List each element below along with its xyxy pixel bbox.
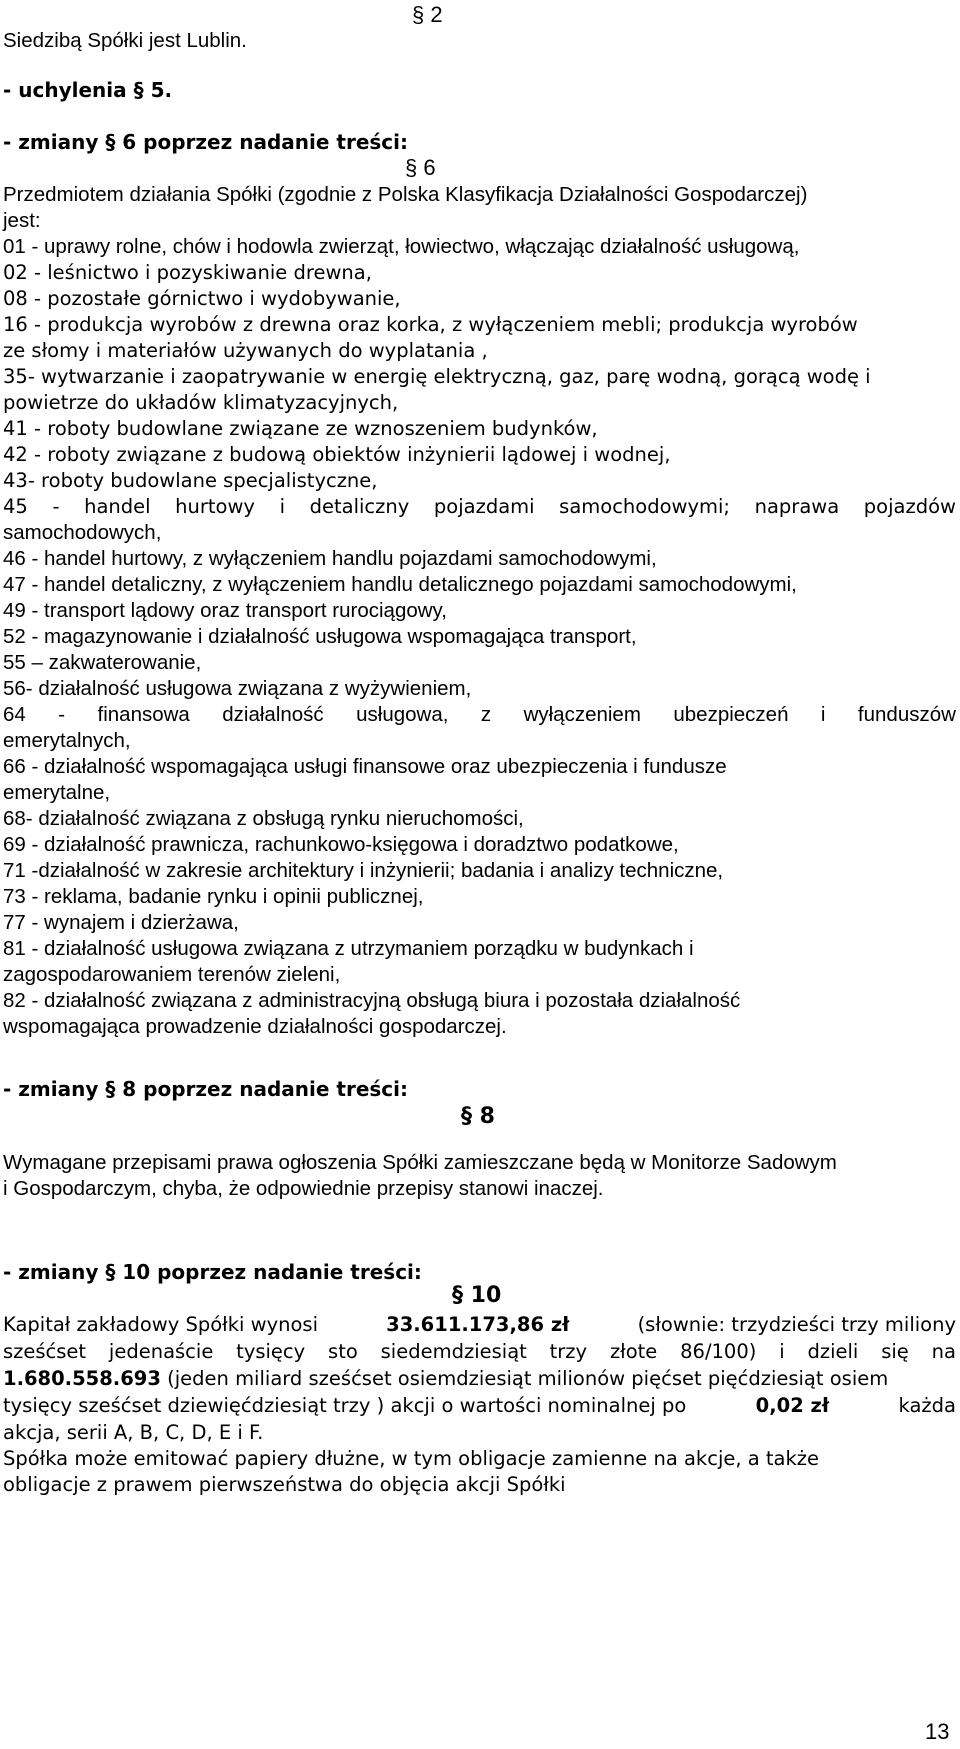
activity-item: 81 - działalność usługowa związana z utrzymaniem porządku w budynkach i	[3, 937, 694, 960]
activity-item: samochodowych,	[3, 521, 162, 544]
nominal-text: tysięcy sześćset dziewięćdziesiąt trzy ) akcji o wartości nominalnej po	[3, 1394, 687, 1417]
activity-item-justified	[3, 702, 956, 728]
seat-line: Siedzibą Spółki jest Lublin.	[3, 29, 247, 52]
section-8-change-line: - zmiany § 8 poprzez nadanie treści:	[3, 1077, 408, 1101]
activity-item: 55 – zakwaterowanie,	[3, 651, 202, 674]
capital-amount: 33.611.173,86 zł	[386, 1313, 570, 1336]
word: się	[881, 1340, 909, 1363]
word: tysięcy	[236, 1340, 306, 1363]
word: pojazdami	[433, 495, 535, 518]
section-6-change-line: - zmiany § 6 poprzez nadanie treści:	[3, 130, 408, 154]
activity-item: ze słomy i materiałów używanych do wyplatania ,	[3, 339, 488, 362]
activity-item: 73 - reklama, badanie rynku i opinii publicznej,	[3, 885, 424, 908]
activity-item: 68- działalność związana z obsługą rynku nieruchomości,	[3, 807, 524, 830]
word: pojazdów	[863, 495, 956, 518]
activity-item: 02 - leśnictwo i pozyskiwanie drewna,	[3, 261, 372, 284]
word: 45	[3, 495, 28, 518]
shares-count-line	[3, 1366, 888, 1392]
word: z	[480, 703, 492, 726]
word: i	[779, 1340, 785, 1363]
activity-item: 69 - działalność prawnicza, rachunkowo-księgowa i doradztwo podatkowe,	[3, 833, 679, 856]
activity-item: 71 -działalność w zakresie architektury i inżynierii; badania i analizy techniczne,	[3, 859, 724, 882]
nominal-line	[3, 1393, 956, 1419]
activity-item: 66 - działalność wspomagająca usługi finansowe oraz ubezpieczenia i fundusze	[3, 755, 727, 778]
section-10-heading: § 10	[452, 1283, 502, 1308]
section-6-intro: Przedmiotem działania Spółki (zgodnie z Polska Klasyfikacja Działalności Gospodarczej)	[3, 183, 808, 206]
activity-item: 08 - pozostałe górnictwo i wydobywanie,	[3, 287, 401, 310]
word: samochodowymi;	[559, 495, 730, 518]
word: wyłączeniem	[523, 703, 641, 726]
section-8-text-line: Wymagane przepisami prawa ogłoszenia Spółki zamieszczane będą w Monitorze Sadowym	[3, 1151, 837, 1174]
activity-item: 82 - działalność związana z administracyjną obsługą biura i pozostała działalność	[3, 989, 741, 1012]
activity-item: 43- roboty budowlane specjalistyczne,	[3, 469, 378, 492]
word: i	[279, 495, 286, 518]
activity-item: powietrze do układów klimatyzacyjnych,	[3, 391, 399, 414]
paragraph-2-heading: § 2	[412, 2, 443, 27]
activity-item: 42 - roboty związane z budową obiektów inżynierii lądowej i wodnej,	[3, 443, 671, 466]
word: sześćset	[3, 1340, 87, 1363]
word: jedenaście	[108, 1340, 214, 1363]
activity-item: zagospodarowaniem terenów zieleni,	[3, 963, 341, 986]
capital-line	[3, 1312, 956, 1338]
word: -	[58, 703, 66, 726]
capital-text: Kapitał zakładowy Spółki wynosi	[3, 1313, 318, 1336]
shares-count: 1.680.558.693	[3, 1367, 161, 1390]
activity-item: 41 - roboty budowlane związane ze wznoszeniem budynków,	[3, 417, 598, 440]
activity-item: 77 - wynajem i dzierżawa,	[3, 911, 239, 934]
word: funduszów	[857, 703, 956, 726]
word: naprawa	[754, 495, 840, 518]
activity-item: 46 - handel hurtowy, z wyłączeniem handlu pojazdami samochodowymi,	[3, 547, 657, 570]
activity-item: emerytalne,	[3, 781, 111, 804]
activity-item-justified	[3, 494, 956, 520]
activity-item: 52 - magazynowanie i działalność usługowa wspomagająca transport,	[3, 625, 637, 648]
word: -	[52, 495, 60, 518]
nominal-each: każda	[898, 1394, 956, 1417]
section-6-heading: § 6	[405, 155, 436, 180]
activity-item: emerytalnych,	[3, 729, 131, 752]
word: 86/100)	[680, 1340, 757, 1363]
word: sto	[328, 1340, 358, 1363]
capital-words: (słownie: trzydzieści trzy miliony	[637, 1313, 956, 1336]
activity-item: 47 - handel detaliczny, z wyłączeniem handlu detalicznego pojazdami samochodowymi,	[3, 573, 797, 596]
activity-item: 49 - transport lądowy oraz transport rurociągowy,	[3, 599, 447, 622]
word: trzy	[549, 1340, 588, 1363]
activity-item: 16 - produkcja wyrobów z drewna oraz korka, z wyłączeniem mebli; produkcja wyrobów	[3, 313, 858, 336]
activity-item: 01 - uprawy rolne, chów i hodowla zwierząt, łowiectwo, włączając działalność usługową,	[3, 235, 800, 258]
word: siedemdziesiąt	[380, 1340, 527, 1363]
section-6-intro-cont: jest:	[3, 209, 41, 232]
shares-count-words: (jeden miliard sześćset osiemdziesiąt milionów pięćset pięćdziesiąt osiem	[167, 1367, 889, 1390]
word: finansowa	[97, 703, 190, 726]
shares-line	[3, 1339, 956, 1365]
repeal-line: - uchylenia § 5.	[3, 78, 173, 102]
word: hurtowy	[175, 495, 255, 518]
activity-item: wspomagająca prowadzenie działalności gospodarczej.	[3, 1015, 507, 1038]
word: usługowa,	[356, 703, 449, 726]
nominal-value: 0,02 zł	[755, 1394, 830, 1417]
word: dzieli	[807, 1340, 859, 1363]
bonds-line: obligacje z prawem pierwszeństwa do objęcia akcji Spółki	[3, 1473, 566, 1496]
word: działalność	[222, 703, 324, 726]
word: 64	[3, 703, 26, 726]
page-number: 13	[925, 1719, 950, 1744]
section-8-text-line: i Gospodarczym, chyba, że odpowiednie przepisy stanowi inaczej.	[3, 1177, 604, 1200]
word: handel	[84, 495, 151, 518]
activity-item: 35- wytwarzanie i zaopatrywanie w energię elektryczną, gaz, parę wodną, gorącą wodę i	[3, 365, 871, 388]
series-line: akcja, serii A, B, C, D, E i F.	[3, 1421, 264, 1444]
word: złote	[609, 1340, 658, 1363]
word: ubezpieczeń	[673, 703, 789, 726]
word: na	[931, 1340, 956, 1363]
word: i	[820, 703, 826, 726]
bonds-line: Spółka może emitować papiery dłużne, w tym obligacje zamienne na akcje, a także	[3, 1447, 820, 1470]
word: detaliczny	[309, 495, 410, 518]
section-8-heading: § 8	[461, 1104, 495, 1129]
activity-item: 56- działalność usługowa związana z wyżywieniem,	[3, 677, 472, 700]
section-10-change-line: - zmiany § 10 poprzez nadanie treści:	[3, 1260, 422, 1284]
